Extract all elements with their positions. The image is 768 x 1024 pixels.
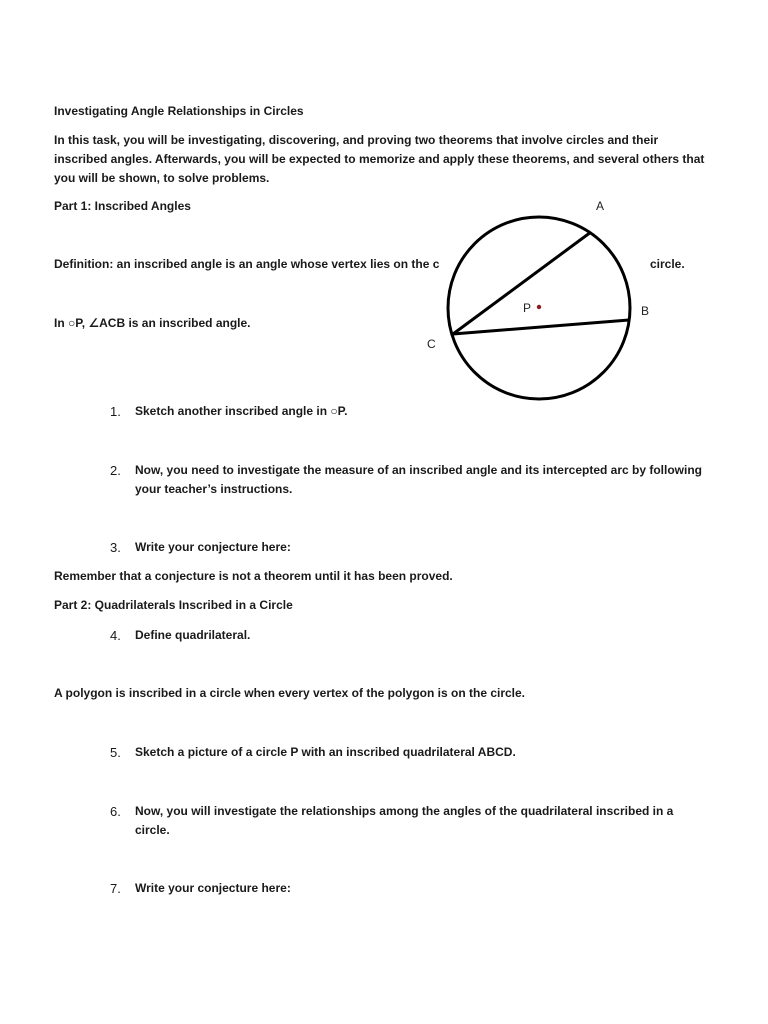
- definition-text: Definition: an inscribed angle is an angle whose vertex lies on the c: [54, 257, 440, 271]
- list-item: 1. Sketch another inscribed angle in ○P.: [110, 404, 348, 419]
- label-b: B: [641, 304, 650, 318]
- list-item: 5. Sketch a picture of a circle P with an inscribed quadrilateral ABCD.: [110, 745, 516, 760]
- list-item: 3. Write your conjecture here:: [110, 540, 291, 555]
- label-p: P: [523, 301, 532, 315]
- list-item: 4. Define quadrilateral.: [110, 628, 251, 643]
- label-c: C: [427, 337, 436, 351]
- part1-heading: Part 1: Inscribed Angles: [54, 199, 191, 213]
- circle-figure: [415, 195, 675, 410]
- polygon-note: A polygon is inscribed in a circle when every vertex of the polygon is on the circle.: [54, 686, 526, 700]
- list-item: 7. Write your conjecture here:: [110, 881, 291, 896]
- reminder-text: Remember that a conjecture is not a theorem until it has been proved.: [54, 569, 453, 583]
- definition-tail: circle.: [650, 257, 685, 271]
- list-item: 6. Now, you will investigate the relationships among the angles of the quadrilateral inscribed in a circle.: [110, 804, 674, 837]
- center-point: [537, 305, 541, 309]
- page-title: Investigating Angle Relationships in Circles: [54, 104, 304, 118]
- example-text: In ○P, ∠ACB is an inscribed angle.: [54, 316, 251, 330]
- label-a: A: [596, 199, 605, 213]
- part2-heading: Part 2: Quadrilaterals Inscribed in a Circle: [54, 598, 293, 612]
- list-item: 2. Now, you need to investigate the measure of an inscribed angle and its intercepted arc by following your teacher’s instructions.: [110, 463, 702, 496]
- intro-paragraph: In this task, you will be investigating, discovering, and proving two theorems that involve circles and their inscribed angles. Afterwards, you will be expected to memorize and apply these theorems, and several others that you will be shown, to solve problems.: [54, 133, 705, 185]
